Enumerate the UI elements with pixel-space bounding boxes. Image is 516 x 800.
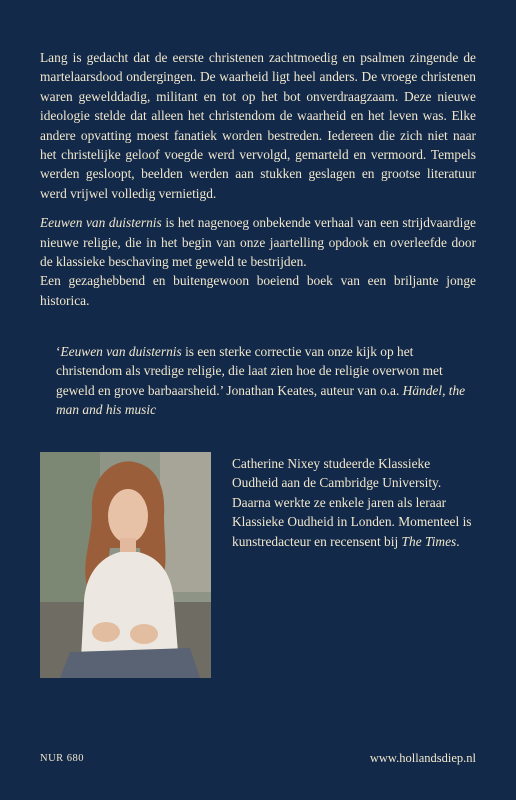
publisher-website: www.hollandsdiep.nl [369,751,476,765]
blurb-paragraph-3: Een gezaghebbend en buitengewoon boeiend boek van een briljante jonge historica. [40,273,476,308]
nur-code: NUR 680 [40,753,85,764]
blurb-paragraph-1: Lang is gedacht dat de eerste christenen zachtmoedig en psalmen zingende de martelaarsdood ondergingen. De waarheid ligt heel anders. De vroege christenen waren gewelddadig, militant en tot op het bot onverdraagzaam. Deze nieuwe ideologie stelde dat alleen het christendom de waarheid en het leven was. Elke andere opvatting moest fanatiek worden bestreden. Iedereen die zich niet naar het christelijke geloof voegde werd vervolgd, gemarteld en vermoord. Tempels werden gesloopt, beelden werden aan stukken geslagen en grootse literatuur werd vrijwel volledig vernietigd. [40,50,476,201]
book-title: Eeuwen van duisternis [40,215,162,231]
author-bio [232,454,478,551]
quote-work-title: Händel, the man and his music [56,382,466,418]
bio-text: Catherine Nixey studeerde Klassieke Oudheid aan de Cambridge University. Daarna werkte ze enkele jaren als leraar Klassieke Oudheid in Londen. Momenteel is kunstredacteur en recensent bij [232,456,472,549]
blurb [40,48,476,310]
blurb-paragraph-2-text: is het nagenoeg onbekende verhaal van een strijdvaardige nieuwe religie, die in het begin van onze jaartelling opdook en overleefde door de klassieke beschaving met geweld te bestrijden. [40,215,476,270]
bio-end: . [456,533,460,549]
blurb-paragraph-2 [40,213,476,310]
quote-open-mark: ‘ [56,344,61,359]
quote-text: is een sterke correctie van onze kijk op het christendom als vredige religie, die laat zien hoe de religie overwon met geweld en grove barbaarsheid.’ Jonathan Keates, auteur van o.a. [56,344,443,398]
quote-book-title: Eeuwen van duisternis [60,344,182,359]
bio-publication: The Times [401,533,457,549]
review-quote [56,342,476,420]
author-photo [40,452,211,678]
